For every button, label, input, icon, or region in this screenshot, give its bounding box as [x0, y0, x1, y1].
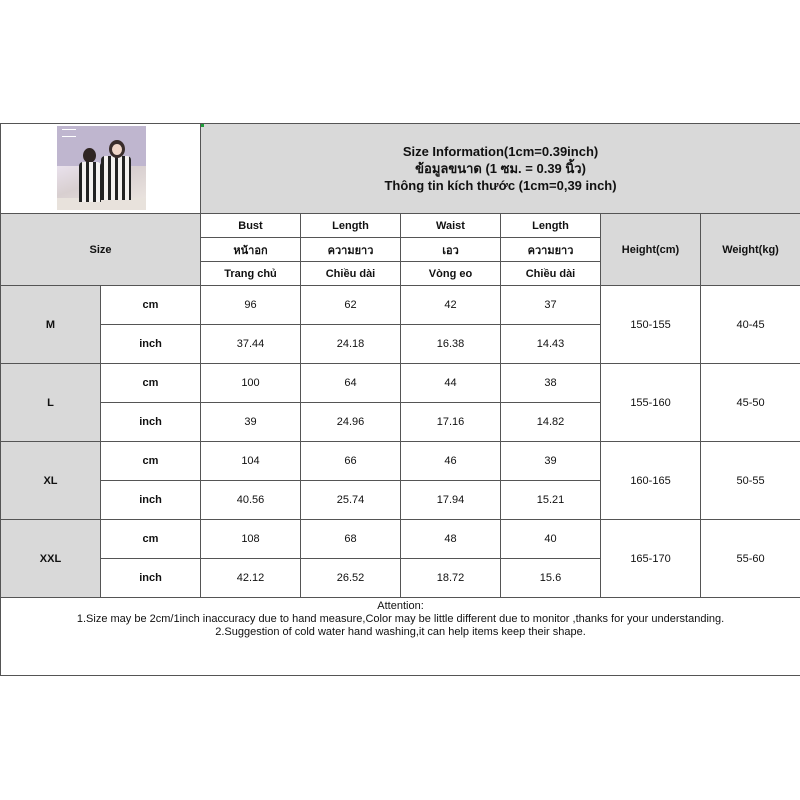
- height-range-cell: 150-155: [601, 286, 701, 364]
- inch-value-cell: 40.56: [201, 481, 301, 520]
- size-name-cell: XXL: [1, 520, 101, 598]
- inch-value-cell: 39: [201, 403, 301, 442]
- height-range-cell: 160-165: [601, 442, 701, 520]
- col-header-length-th: ความยาว: [301, 238, 401, 262]
- inch-value-cell: 42.12: [201, 559, 301, 598]
- size-table: [0, 123, 800, 676]
- inch-value-cell: 16.38: [401, 325, 501, 364]
- inch-value-cell: 24.96: [301, 403, 401, 442]
- unit-cm-label: cm: [101, 520, 201, 559]
- cm-value-cell: 48: [401, 520, 501, 559]
- notes-line-2: 2.Suggestion of cold water hand washing,it can help items keep their shape.: [215, 626, 586, 638]
- inch-value-cell: 24.18: [301, 325, 401, 364]
- title-english: Size Information(1cm=0.39inch): [402, 144, 599, 159]
- height-range-cell: 165-170: [601, 520, 701, 598]
- cm-value-cell: 38: [501, 364, 601, 403]
- unit-inch-label: inch: [101, 559, 201, 598]
- weight-range-cell: 50-55: [701, 442, 800, 520]
- unit-cm-label: cm: [101, 442, 201, 481]
- inch-value-cell: 14.43: [501, 325, 601, 364]
- cm-value-cell: 44: [401, 364, 501, 403]
- cm-value-cell: 100: [201, 364, 301, 403]
- inch-value-cell: 17.94: [401, 481, 501, 520]
- height-range-cell: 155-160: [601, 364, 701, 442]
- inch-value-cell: 14.82: [501, 403, 601, 442]
- cm-value-cell: 108: [201, 520, 301, 559]
- size-header: Size: [1, 214, 201, 286]
- col-header-waist-vi: Vòng eo: [401, 262, 501, 286]
- product-photo: [57, 126, 146, 210]
- unit-cm-label: cm: [101, 286, 201, 325]
- height-header: Height(cm): [601, 214, 701, 286]
- weight-range-cell: 45-50: [701, 364, 800, 442]
- inch-value-cell: 26.52: [301, 559, 401, 598]
- unit-cm-label: cm: [101, 364, 201, 403]
- inch-value-cell: 15.21: [501, 481, 601, 520]
- col-header-length2-en: Length: [501, 214, 601, 238]
- title-cell: [201, 124, 800, 214]
- unit-inch-label: inch: [101, 481, 201, 520]
- cm-value-cell: 40: [501, 520, 601, 559]
- col-header-bust-en: Bust: [201, 214, 301, 238]
- col-header-length-en: Length: [301, 214, 401, 238]
- cm-value-cell: 68: [301, 520, 401, 559]
- product-photo-cell: [1, 124, 201, 214]
- cm-value-cell: 64: [301, 364, 401, 403]
- notes-line-1: 1.Size may be 2cm/1inch inaccuracy due to hand measure,Color may be little different due to monitor ,thanks for your understanding.: [76, 613, 725, 625]
- weight-range-cell: 55-60: [701, 520, 800, 598]
- col-header-bust-vi: Trang chủ: [201, 262, 301, 286]
- col-header-length2-th: ความยาว: [501, 238, 601, 262]
- green-marker: [201, 124, 204, 127]
- unit-inch-label: inch: [101, 325, 201, 364]
- inch-value-cell: 37.44: [201, 325, 301, 364]
- size-name-cell: M: [1, 286, 101, 364]
- inch-value-cell: 17.16: [401, 403, 501, 442]
- title-thai: ข้อมูลขนาด (1 ซม. = 0.39 นิ้ว): [415, 161, 586, 176]
- inch-value-cell: 15.6: [501, 559, 601, 598]
- size-name-cell: XL: [1, 442, 101, 520]
- col-header-waist-th: เอว: [401, 238, 501, 262]
- weight-header: Weight(kg): [701, 214, 800, 286]
- cm-value-cell: 37: [501, 286, 601, 325]
- cm-value-cell: 104: [201, 442, 301, 481]
- inch-value-cell: 18.72: [401, 559, 501, 598]
- weight-range-cell: 40-45: [701, 286, 800, 364]
- cm-value-cell: 66: [301, 442, 401, 481]
- notes-heading: Attention:: [377, 600, 424, 612]
- cm-value-cell: 39: [501, 442, 601, 481]
- size-name-cell: L: [1, 364, 101, 442]
- col-header-waist-en: Waist: [401, 214, 501, 238]
- col-header-length-vi: Chiều dài: [301, 262, 401, 286]
- size-chart: [0, 123, 800, 675]
- cm-value-cell: 96: [201, 286, 301, 325]
- unit-inch-label: inch: [101, 403, 201, 442]
- cm-value-cell: 62: [301, 286, 401, 325]
- col-header-bust-th: หน้าอก: [201, 238, 301, 262]
- cm-value-cell: 46: [401, 442, 501, 481]
- cm-value-cell: 42: [401, 286, 501, 325]
- inch-value-cell: 25.74: [301, 481, 401, 520]
- attention-notes: [1, 598, 800, 676]
- col-header-length2-vi: Chiều dài: [501, 262, 601, 286]
- title-vietnamese: Thông tin kích thước (1cm=0,39 inch): [384, 178, 617, 193]
